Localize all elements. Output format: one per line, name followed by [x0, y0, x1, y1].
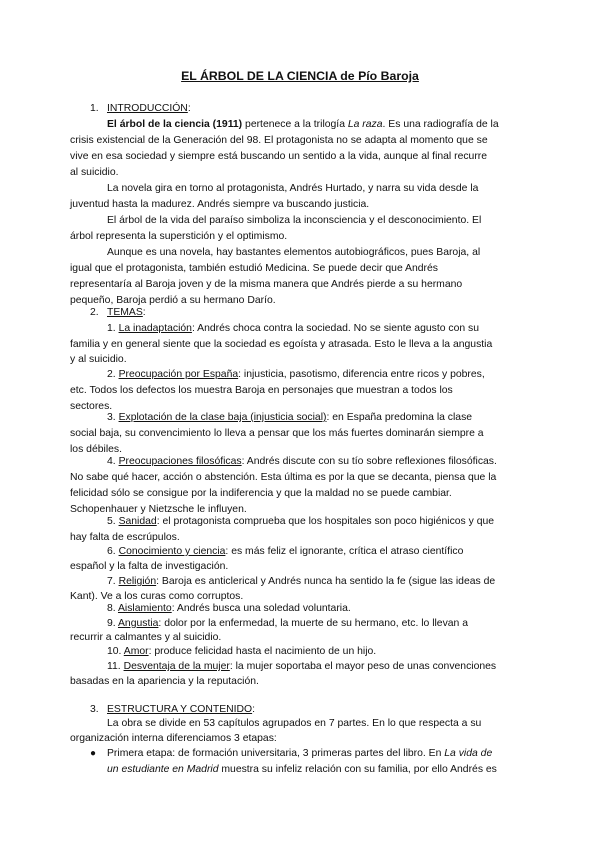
theme-title: Sanidad	[118, 516, 157, 527]
paragraph-line: juventud hasta la madurez. Andrés siempre va buscando justicia.	[70, 199, 370, 210]
item-number: 10.	[107, 646, 124, 657]
theme-title: Religión	[118, 576, 157, 587]
paragraph-line: No sabe qué hacer, acción o abstención. Esta última es por la que se decanta, piensa que la	[70, 472, 497, 483]
text-span: : produce felicidad hasta el nacimiento de un hijo.	[148, 646, 377, 657]
paragraph-line	[107, 117, 567, 133]
theme-item	[107, 410, 567, 426]
text-span: : injusticia, pasotismo, diferencia entre ricos y pobres,	[238, 369, 485, 380]
paragraph-line: los débiles.	[70, 444, 122, 455]
bullet-item	[107, 746, 567, 762]
item-number: 4.	[107, 456, 119, 467]
heading-colon: :	[187, 103, 191, 114]
theme-title: Angustia	[117, 618, 159, 629]
paragraph-line: etc. Todos los defectos los muestra Baroja en personajes que muestran a todos los	[70, 385, 453, 396]
item-number: 2.	[107, 369, 119, 380]
paragraph-line: español y la falta de investigación.	[70, 561, 229, 572]
section-number: 3.	[90, 704, 99, 715]
section-title: ESTRUCTURA Y CONTENIDO	[107, 704, 253, 715]
theme-item	[107, 321, 567, 337]
text-span: : el protagonista comprueba que los hospitales son poco higiénicos y que	[156, 516, 495, 527]
text-span: : la mujer soportaba el mayor peso de unas convenciones	[229, 661, 497, 672]
text-span: : Baroja es anticlerical y Andrés nunca ha sentido la fe (sigue las ideas de	[156, 576, 496, 587]
paragraph-line: pequeño, Baroja perdió a su hermano Darío.	[70, 295, 276, 306]
trilogy-title: La raza	[347, 119, 383, 130]
paragraph-line: basadas en la apariencia y la reputación.	[70, 676, 259, 687]
text-span: : Andrés choca contra la sociedad. No se siente agusto con su	[191, 323, 480, 334]
item-number: 7.	[107, 576, 119, 587]
item-number: 9.	[107, 618, 118, 629]
paragraph-line: vive en esa sociedad y siempre está buscando un sentido a la vida, aunque al final recurre	[70, 151, 488, 162]
theme-title: Preocupaciones filosóficas	[118, 456, 242, 467]
section-number: 1.	[90, 103, 99, 114]
paragraph-line: hay falta de escrúpulos.	[70, 532, 180, 543]
paragraph-line: Kant). Ve a los curas como corruptos.	[70, 591, 244, 602]
theme-item	[107, 514, 567, 530]
item-number: 1.	[107, 323, 119, 334]
section-title: TEMAS	[107, 307, 143, 318]
heading-colon: :	[142, 307, 146, 318]
theme-item	[107, 644, 567, 660]
theme-item	[107, 574, 567, 590]
paragraph-line: La novela gira en torno al protagonista, Andrés Hurtado, y narra su vida desde la	[107, 183, 479, 194]
paragraph-line: Aunque es una novela, hay bastantes elementos autobiográficos, pues Baroja, al	[107, 247, 481, 258]
paragraph-line: social baja, su convencimiento lo lleva a pensar que los más fuertes dominarán siempre a	[70, 428, 484, 439]
paragraph-line: familia y en general siente que la sociedad es egoísta y atrasada. Esto le lleva a la angustia	[70, 339, 493, 350]
item-number: 3.	[107, 412, 119, 423]
paragraph-line: igual que el protagonista, también estudió Medicina. Se puede decir que Andrés	[70, 263, 438, 274]
chapter-title: La vida de	[444, 748, 493, 759]
paragraph-line: y al suicidio.	[70, 354, 127, 365]
text-span: . Es una radiografía de la	[382, 119, 499, 130]
theme-title: Conocimiento y ciencia	[118, 546, 226, 557]
paragraph-line: recurrir a calmantes y al suicidio.	[70, 632, 222, 643]
paragraph-line: crisis existencial de la Generación del 98. El protagonista no se adapta al momento que se	[70, 135, 488, 146]
theme-title: La inadaptación	[118, 323, 192, 334]
chapter-title: un estudiante en Madrid	[107, 764, 219, 775]
paragraph-line: Schopenhauer y Nietzsche le influyen.	[70, 504, 247, 515]
item-number: 5.	[107, 516, 119, 527]
theme-item	[107, 659, 567, 675]
section-title: INTRODUCCIÓN	[107, 103, 188, 114]
heading-colon: :	[252, 704, 255, 715]
paragraph-line: organización interna diferenciamos 3 etapas:	[70, 733, 277, 744]
paragraph-line	[107, 762, 567, 778]
theme-title: Aislamiento	[117, 603, 172, 614]
section-heading-introduccion	[90, 101, 550, 117]
theme-item	[107, 544, 567, 560]
text-span: : Andrés discute con su tío sobre reflexiones filosóficas.	[241, 456, 497, 467]
paragraph-line: sectores.	[70, 401, 113, 412]
paragraph-line: La obra se divide en 53 capítulos agrupados en 7 partes. En lo que respecta a su	[107, 718, 482, 729]
section-number: 2.	[90, 307, 99, 318]
paragraph-line: al suicidio.	[70, 167, 119, 178]
text-span: : dolor por la enfermedad, la muerte de su hermano, etc. lo llevan a	[158, 618, 469, 629]
text-span: Primera etapa: de formación universitaria, 3 primeras partes del libro. En	[107, 748, 445, 759]
theme-item	[107, 601, 567, 617]
paragraph-line: representaría al Baroja joven y de la misma manera que Andrés pierde a su hermano	[70, 279, 463, 290]
text-span: muestra su infeliz relación con su familia, por ello Andrés es	[218, 764, 497, 775]
text-span: : es más feliz el ignorante, crítica el atraso científico	[225, 546, 464, 557]
paragraph-line: felicidad sólo se consigue por la indiferencia y que la maldad no se puede cambiar.	[70, 488, 452, 499]
book-title-bold: El árbol de la ciencia (1911)	[107, 119, 243, 130]
theme-title: Desventaja de la mujer	[123, 661, 230, 672]
theme-item	[107, 367, 567, 383]
item-number: 6.	[107, 546, 119, 557]
section-heading-temas	[90, 305, 550, 321]
theme-title: Amor	[123, 646, 149, 657]
paragraph-line: El árbol de la vida del paraíso simboliza la inconsciencia y el desconocimiento. El	[107, 215, 482, 226]
text-span: : en España predomina la clase	[326, 412, 473, 423]
item-number: 11.	[107, 661, 124, 672]
text-span: : Andrés busca una soledad voluntaria.	[171, 603, 351, 614]
paragraph-line: árbol representa la superstición y el optimismo.	[70, 231, 288, 242]
theme-title: Preocupación por España	[118, 369, 239, 380]
document-title: EL ÁRBOL DE LA CIENCIA de Pío Baroja	[181, 69, 419, 83]
theme-title: Explotación de la clase baja (injusticia social)	[118, 412, 327, 423]
bullet-icon: ●	[90, 748, 97, 759]
theme-item	[107, 454, 567, 470]
item-number: 8.	[107, 603, 118, 614]
text-span: pertenece a la trilogía	[242, 119, 348, 130]
